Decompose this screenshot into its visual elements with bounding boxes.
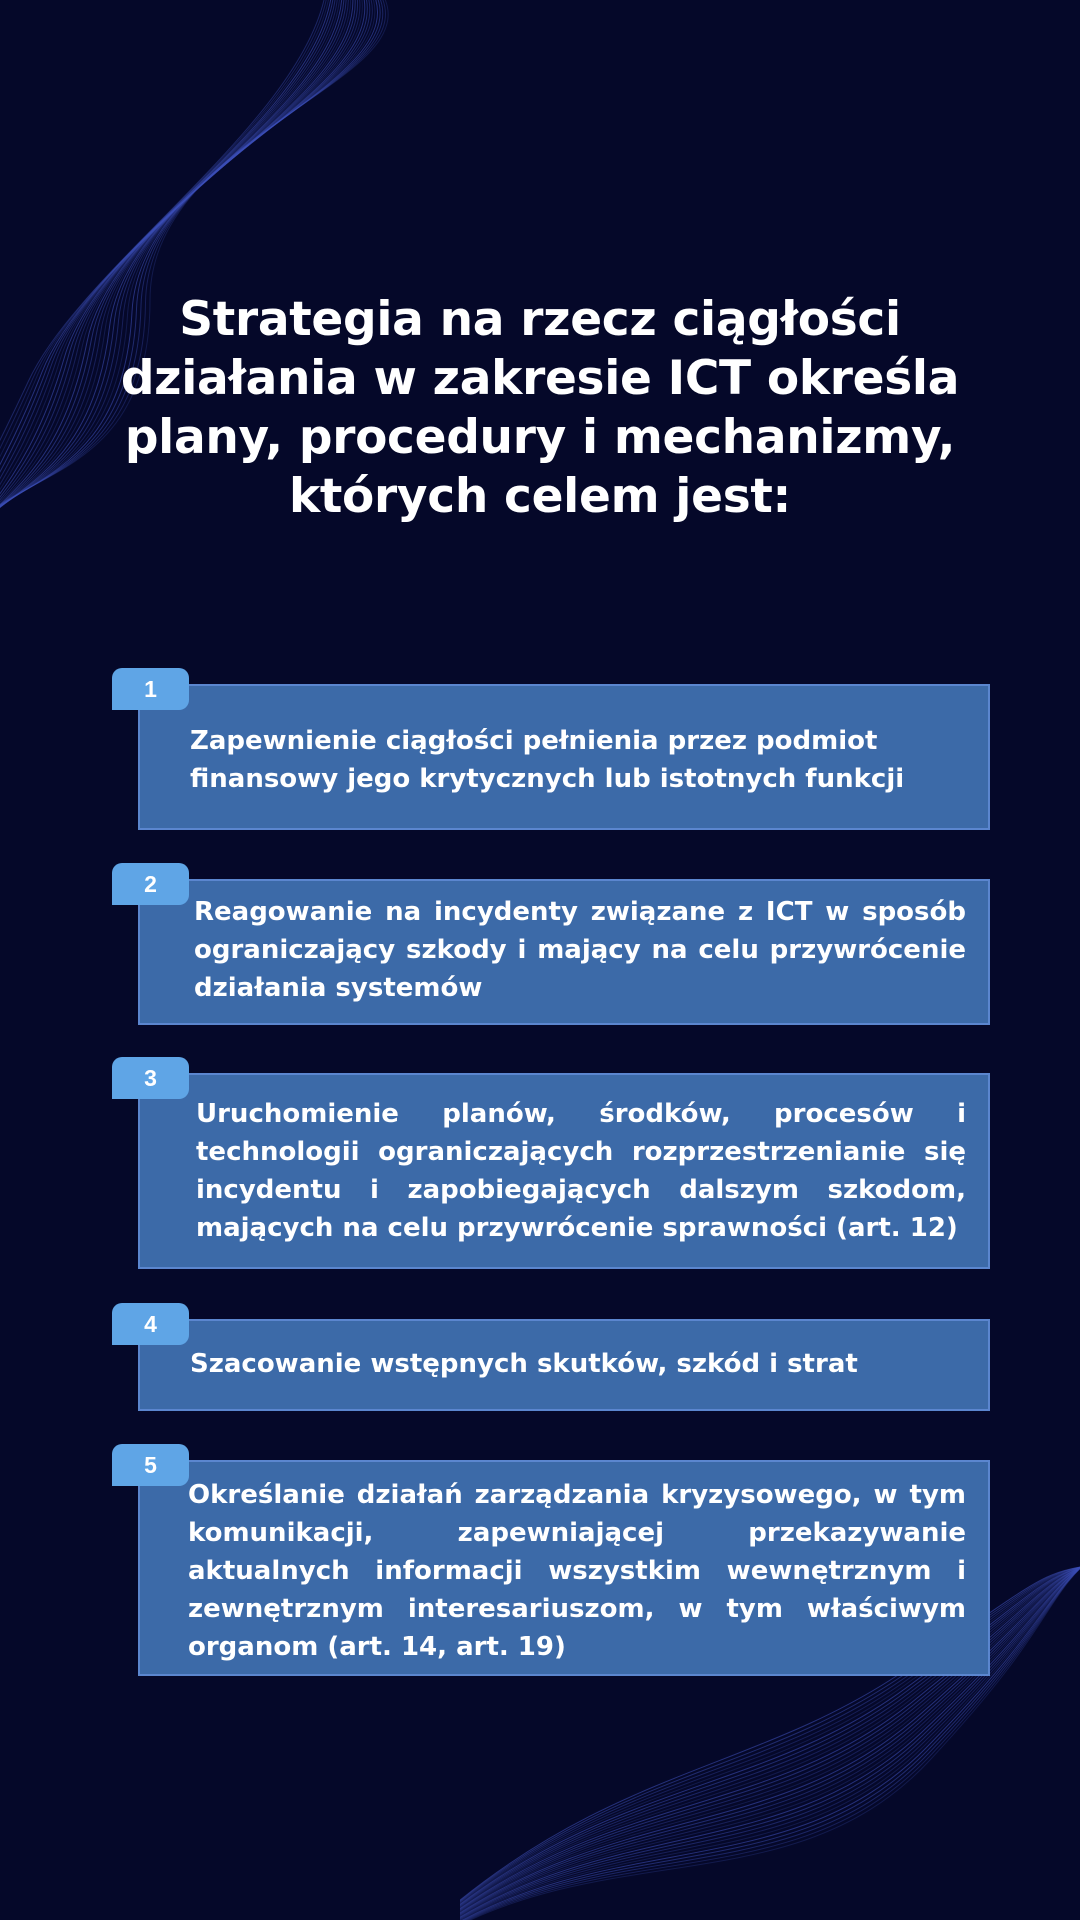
item-card (138, 1319, 990, 1411)
item-card (138, 684, 990, 830)
item-card (138, 1073, 990, 1269)
item-number-badge: 5 (112, 1444, 189, 1486)
item-text: Reagowanie na incydenty związane z ICT w sposób ograniczający szkody i mający na celu przywrócenie działania systemów (194, 897, 966, 1003)
item-text: Uruchomienie planów, środków, procesów i technologii ograniczających rozprzestrzenianie się incydentu i zapobiegających dalszym szkodom, mających na celu przywrócenie sprawności (art. 12) (196, 1099, 966, 1243)
item-number-badge: 2 (112, 863, 189, 905)
item-text: Określanie działań zarządzania kryzysowego, w tym komunikacji, zapewniającej przekazywanie aktualnych informacji wszystkim wewnętrznym i zewnętrznym interesariuszom, w tym właściwym organom (art. 14, art. 19) (188, 1480, 966, 1662)
item-number-badge: 1 (112, 668, 189, 710)
item-text: Zapewnienie ciągłości pełnienia przez podmiot finansowy jego krytycznych lub istotnych funkcji (190, 726, 905, 794)
item-text: Szacowanie wstępnych skutków, szkód i strat (190, 1349, 858, 1379)
page-title: Strategia na rzecz ciągłości działania w zakresie ICT określa plany, procedury i mechanizmy, których celem jest: (120, 292, 960, 524)
item-number-badge: 3 (112, 1057, 189, 1099)
item-card (138, 1460, 990, 1676)
item-number-badge: 4 (112, 1303, 189, 1345)
item-card (138, 879, 990, 1025)
